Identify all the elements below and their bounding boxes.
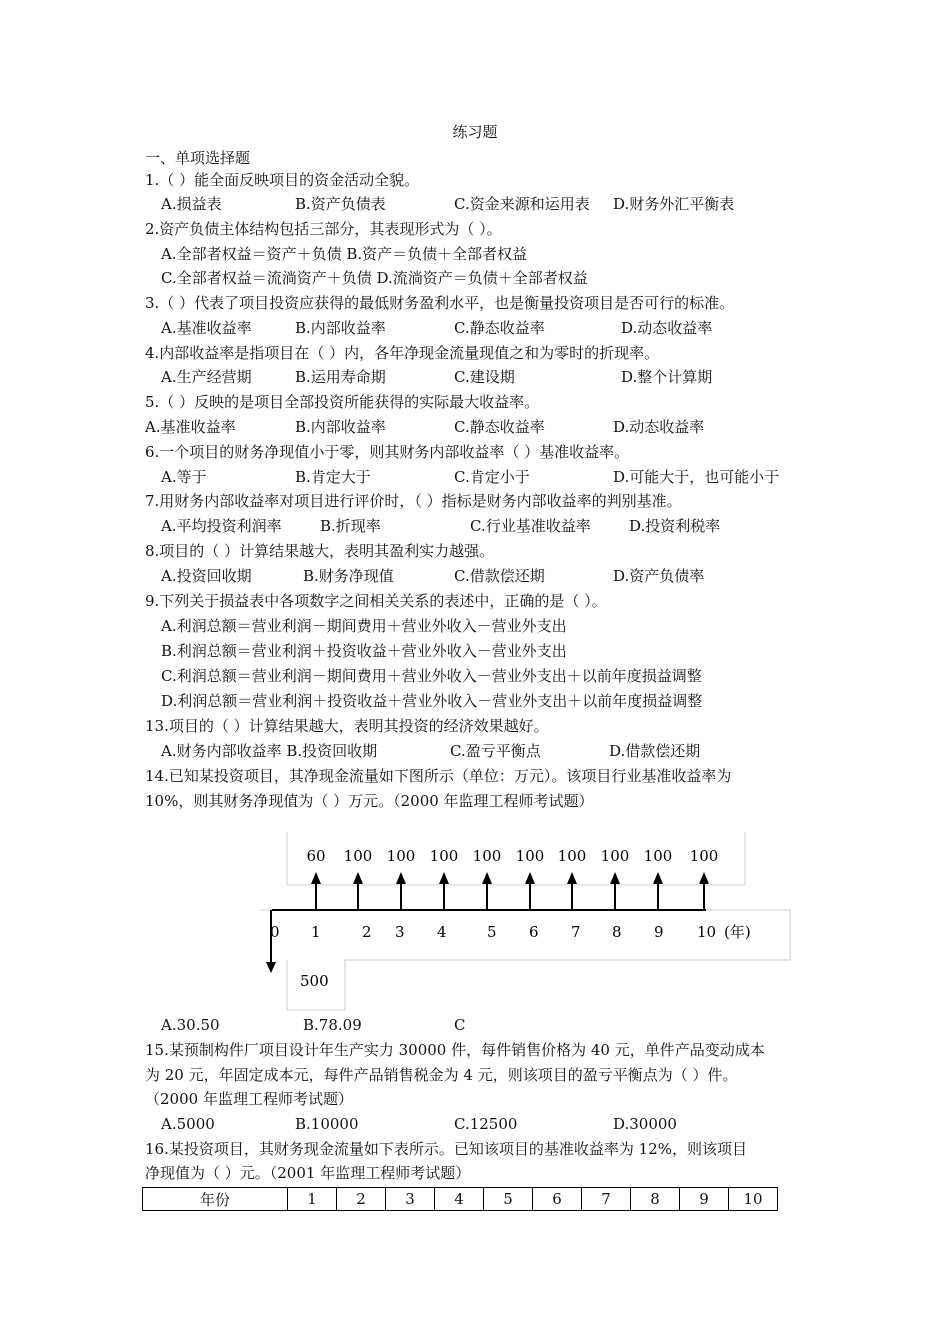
option: A.基准收益率 bbox=[145, 418, 236, 436]
option: C bbox=[454, 1016, 466, 1034]
option: C.借款偿还期 bbox=[454, 567, 545, 585]
inflow-value-label: 100 bbox=[689, 847, 719, 865]
question-6: 6.一个项目的财务净现值小于零，则其财务内部收益率（ ）基准收益率。 bbox=[145, 443, 630, 461]
option: C.12500 bbox=[454, 1115, 518, 1133]
option: C.静态收益率 bbox=[454, 319, 545, 337]
page-title: 练习题 bbox=[452, 123, 498, 141]
option: A.5000 bbox=[161, 1115, 215, 1133]
option: A.损益表 bbox=[161, 195, 222, 213]
option: D.借款偿还期 bbox=[609, 742, 701, 760]
question-8: 8.项目的（ ）计算结果越大，表明其盈利实力越强。 bbox=[145, 542, 495, 560]
section-heading: 一、单项选择题 bbox=[145, 149, 251, 167]
option: B.78.09 bbox=[303, 1016, 362, 1034]
option: D.利润总额＝营业利润＋投资收益＋营业外收入－营业外支出＋以前年度损益调整 bbox=[161, 692, 703, 710]
option: B.财务净现值 bbox=[303, 567, 394, 585]
option: B.肯定大于 bbox=[295, 468, 371, 486]
outflow-label: 500 bbox=[300, 972, 329, 990]
table-year-cell: 3 bbox=[386, 1188, 435, 1211]
option: A.财务内部收益率 B.投资回收期 bbox=[161, 742, 378, 760]
year-tick-label: 9 bbox=[654, 923, 664, 941]
option: A.平均投资利润率 bbox=[161, 517, 282, 535]
question-16-line-2: 净现值为（ ）元。（2001 年监理工程师考试题） bbox=[145, 1164, 471, 1182]
year-tick-label: 4 bbox=[437, 923, 447, 941]
option: B.利润总额＝营业利润＋投资收益＋营业外收入－营业外支出 bbox=[161, 642, 567, 660]
question-5: 5.（ ）反映的是项目全部投资所能获得的实际最大收益率。 bbox=[145, 393, 540, 411]
year-tick-label: 6 bbox=[529, 923, 539, 941]
option: A.全部者权益＝资产＋负债 B.资产＝负债＋全部者权益 bbox=[161, 245, 528, 263]
question-15-line-3: （2000 年监理工程师考试题） bbox=[145, 1090, 353, 1108]
option: D.资产负债率 bbox=[613, 567, 705, 585]
option: B.折现率 bbox=[320, 517, 381, 535]
year-labels bbox=[270, 923, 716, 941]
outflow-arrow bbox=[266, 910, 276, 973]
year-tick-label: 2 bbox=[362, 923, 372, 941]
inflow-arrow-head bbox=[311, 872, 321, 884]
option: B.内部收益率 bbox=[295, 418, 386, 436]
option: D.财务外汇平衡表 bbox=[613, 195, 735, 213]
inflow-value-label: 100 bbox=[429, 847, 459, 865]
table-year-cell: 6 bbox=[533, 1188, 582, 1211]
option: C.建设期 bbox=[454, 368, 515, 386]
question-4: 4.内部收益率是指项目在（ ）内，各年净现金流量现值之和为零时的折现率。 bbox=[145, 344, 660, 362]
option: D.投资利税率 bbox=[629, 517, 721, 535]
inflow-arrow-head bbox=[567, 872, 577, 884]
question-15-line-1: 15.某预制构件厂项目设计年生产实力 30000 件，每件销售价格为 40 元，单件产品变动成本 bbox=[145, 1041, 765, 1059]
table-year-cell: 5 bbox=[484, 1188, 533, 1211]
inflow-arrow-head bbox=[699, 872, 709, 884]
option: D.30000 bbox=[613, 1115, 677, 1133]
year-tick-label: 7 bbox=[571, 923, 581, 941]
table-year-cell: 7 bbox=[582, 1188, 631, 1211]
option: C.利润总额＝营业利润－期间费用＋营业外收入－营业外支出＋以前年度损益调整 bbox=[161, 667, 702, 685]
inflow-value-label: 100 bbox=[600, 847, 630, 865]
inflow-value-label: 100 bbox=[386, 847, 416, 865]
question-3: 3.（ ）代表了项目投资应获得的最低财务盈利水平，也是衡量投资项目是否可行的标准。 bbox=[145, 294, 735, 312]
inflow-arrow-head bbox=[653, 872, 663, 884]
table-year-cell: 1 bbox=[288, 1188, 337, 1211]
inflow-arrow-head bbox=[353, 872, 363, 884]
option: A.利润总额＝营业利润－期间费用＋营业外收入－营业外支出 bbox=[161, 617, 567, 635]
table-year-cell: 2 bbox=[337, 1188, 386, 1211]
inflow-value-label: 100 bbox=[343, 847, 373, 865]
table-header-cell: 年份 bbox=[143, 1188, 288, 1211]
inflow-value-label: 100 bbox=[472, 847, 502, 865]
option: D.整个计算期 bbox=[621, 368, 713, 386]
option: D.动态收益率 bbox=[613, 418, 705, 436]
option: C.全部者权益＝流淌资产＋负债 D.流淌资产＝负债＋全部者权益 bbox=[161, 269, 588, 287]
question-15-line-2: 为 20 元，年固定成本元，每件产品销售税金为 4 元，则该项目的盈亏平衡点为（ ）件。 bbox=[145, 1066, 738, 1084]
cash-flow-table bbox=[142, 1187, 778, 1211]
option: B.10000 bbox=[295, 1115, 359, 1133]
question-1: 1.（ ）能全面反映项目的资金活动全貌。 bbox=[145, 171, 420, 189]
question-13: 13.项目的（ ）计算结果越大，表明其投资的经济效果越好。 bbox=[145, 717, 549, 735]
table-year-cell: 10 bbox=[729, 1188, 778, 1211]
inflow-arrow-head bbox=[439, 872, 449, 884]
option: A.生产经营期 bbox=[161, 368, 252, 386]
option: C.盈亏平衡点 bbox=[450, 742, 541, 760]
option: A.基准收益率 bbox=[161, 319, 252, 337]
question-7: 7.用财务内部收益率对项目进行评价时，（ ）指标是财务内部收益率的判别基准。 bbox=[145, 492, 682, 510]
inflow-value-label: 100 bbox=[643, 847, 673, 865]
option: B.运用寿命期 bbox=[295, 368, 386, 386]
option: C.资金来源和运用表 bbox=[454, 195, 590, 213]
table-year-cell: 9 bbox=[680, 1188, 729, 1211]
inflow-labels bbox=[306, 847, 718, 865]
option: C.行业基准收益率 bbox=[470, 517, 591, 535]
year-tick-label: 1 bbox=[311, 923, 321, 941]
option: C.肯定小于 bbox=[454, 468, 530, 486]
table-year-cell: 4 bbox=[435, 1188, 484, 1211]
option: A.30.50 bbox=[161, 1016, 220, 1034]
option: D.动态收益率 bbox=[621, 319, 713, 337]
inflow-arrow-head bbox=[482, 872, 492, 884]
inflow-value-label: 100 bbox=[515, 847, 545, 865]
question-14-line-2: 10%，则其财务净现值为（ ）万元。（2000 年监理工程师考试题） bbox=[145, 792, 594, 810]
option: D.可能大于，也可能小于 bbox=[613, 468, 780, 486]
table-year-cell: 8 bbox=[631, 1188, 680, 1211]
year-tick-label: 0 bbox=[270, 923, 280, 941]
question-9: 9.下列关于损益表中各项数字之间相关关系的表述中，正确的是（ ）。 bbox=[145, 592, 607, 610]
year-tick-label: 10 bbox=[697, 923, 717, 941]
table-row bbox=[143, 1188, 778, 1211]
inflow-arrow-head bbox=[396, 872, 406, 884]
year-tick-label: 8 bbox=[612, 923, 622, 941]
inflow-arrow-head bbox=[610, 872, 620, 884]
option: A.投资回收期 bbox=[161, 567, 252, 585]
option: B.内部收益率 bbox=[295, 319, 386, 337]
option: C.静态收益率 bbox=[454, 418, 545, 436]
inflow-arrow-head bbox=[525, 872, 535, 884]
axis-unit-label: (年) bbox=[724, 923, 751, 941]
question-14-line-1: 14.已知某投资项目，其净现金流量如下图所示（单位：万元）。该项目行业基准收益率为 bbox=[145, 767, 732, 785]
inflow-arrows bbox=[311, 872, 709, 910]
option: A.等于 bbox=[161, 468, 207, 486]
inflow-value-label: 60 bbox=[306, 847, 326, 865]
year-tick-label: 3 bbox=[395, 923, 405, 941]
year-tick-label: 5 bbox=[487, 923, 497, 941]
question-16-line-1: 16.某投资项目，其财务现金流量如下表所示。已知该项目的基准收益率为 12%，则该项目 bbox=[145, 1140, 747, 1158]
question-2: 2.资产负债主体结构包括三部分，其表现形式为（ ）。 bbox=[145, 220, 502, 238]
inflow-value-label: 100 bbox=[557, 847, 587, 865]
option: B.资产负债表 bbox=[295, 195, 386, 213]
